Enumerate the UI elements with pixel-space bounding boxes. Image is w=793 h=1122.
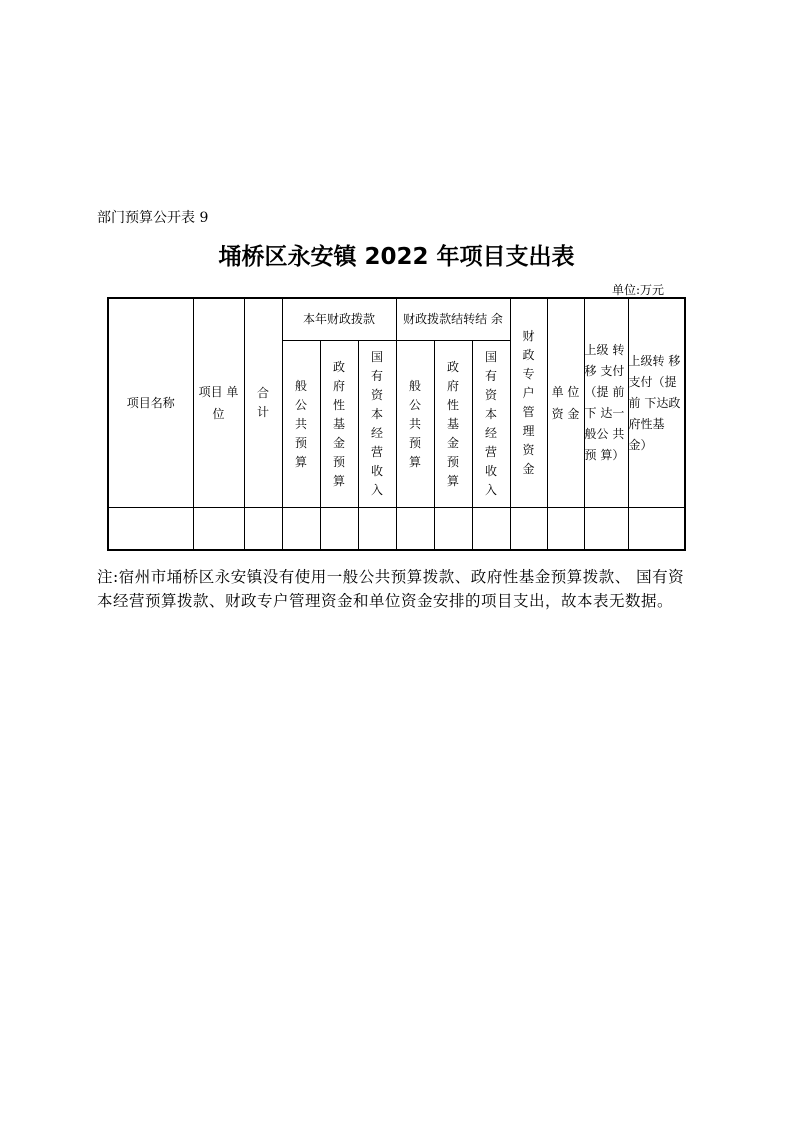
header-special-account-fund: 财政专户管理资金 xyxy=(510,298,547,508)
table-cell xyxy=(320,508,358,551)
table-cell xyxy=(244,508,282,551)
table-cell xyxy=(434,508,472,551)
header-carryover-gov-fund-budget: 政府性基金预算 xyxy=(434,341,472,508)
project-expenditure-table xyxy=(107,297,686,551)
table-cell xyxy=(358,508,396,551)
header-carryover-general-budget: 般公共预算 xyxy=(396,341,434,508)
header-transfer-gov-fund: 上级转 移支付（提前 下达政 府性基 金） xyxy=(628,298,685,508)
header-carryover-state-capital: 国有资本经营收入 xyxy=(472,341,510,508)
footnote: 注:宿州市埇桥区永安镇没有使用一般公共预算拨款、政府性基金预算拨款、 国有资本经营预算拨款、财政专户管理资金和单位资金安排的项目支出，故本表无数据。 xyxy=(97,568,685,610)
table-cell xyxy=(396,508,434,551)
table-cell xyxy=(628,508,685,551)
header-total: 合计 xyxy=(244,298,282,508)
header-project-name: 项目名称 xyxy=(108,298,193,508)
document-label: 部门预算公开表 9 xyxy=(97,210,209,226)
unit-label: 单位:万元 xyxy=(612,283,665,297)
table-cell xyxy=(547,508,584,551)
header-current-state-capital: 国有资本经营收入 xyxy=(358,341,396,508)
table-cell xyxy=(510,508,547,551)
table-cell xyxy=(584,508,628,551)
header-current-year-appropriation: 本年财政拨款 xyxy=(282,298,396,341)
table-cell xyxy=(193,508,244,551)
table-cell xyxy=(108,508,193,551)
header-carryover-balance: 财政拨款结转结 余 xyxy=(396,298,510,341)
table-row xyxy=(108,508,685,551)
header-current-general-budget: 般公共预算 xyxy=(282,341,320,508)
header-current-gov-fund-budget: 政府性基金预算 xyxy=(320,341,358,508)
table-cell xyxy=(472,508,510,551)
header-project-unit: 项目 单位 xyxy=(193,298,244,508)
header-transfer-general-budget: 上级 转移 支付（提 前下 达一般公 共预 算） xyxy=(584,298,628,508)
table-cell xyxy=(282,508,320,551)
header-unit-fund: 单 位资 金 xyxy=(547,298,584,508)
page-title: 埇桥区永安镇 2022 年项目支出表 xyxy=(218,244,575,270)
